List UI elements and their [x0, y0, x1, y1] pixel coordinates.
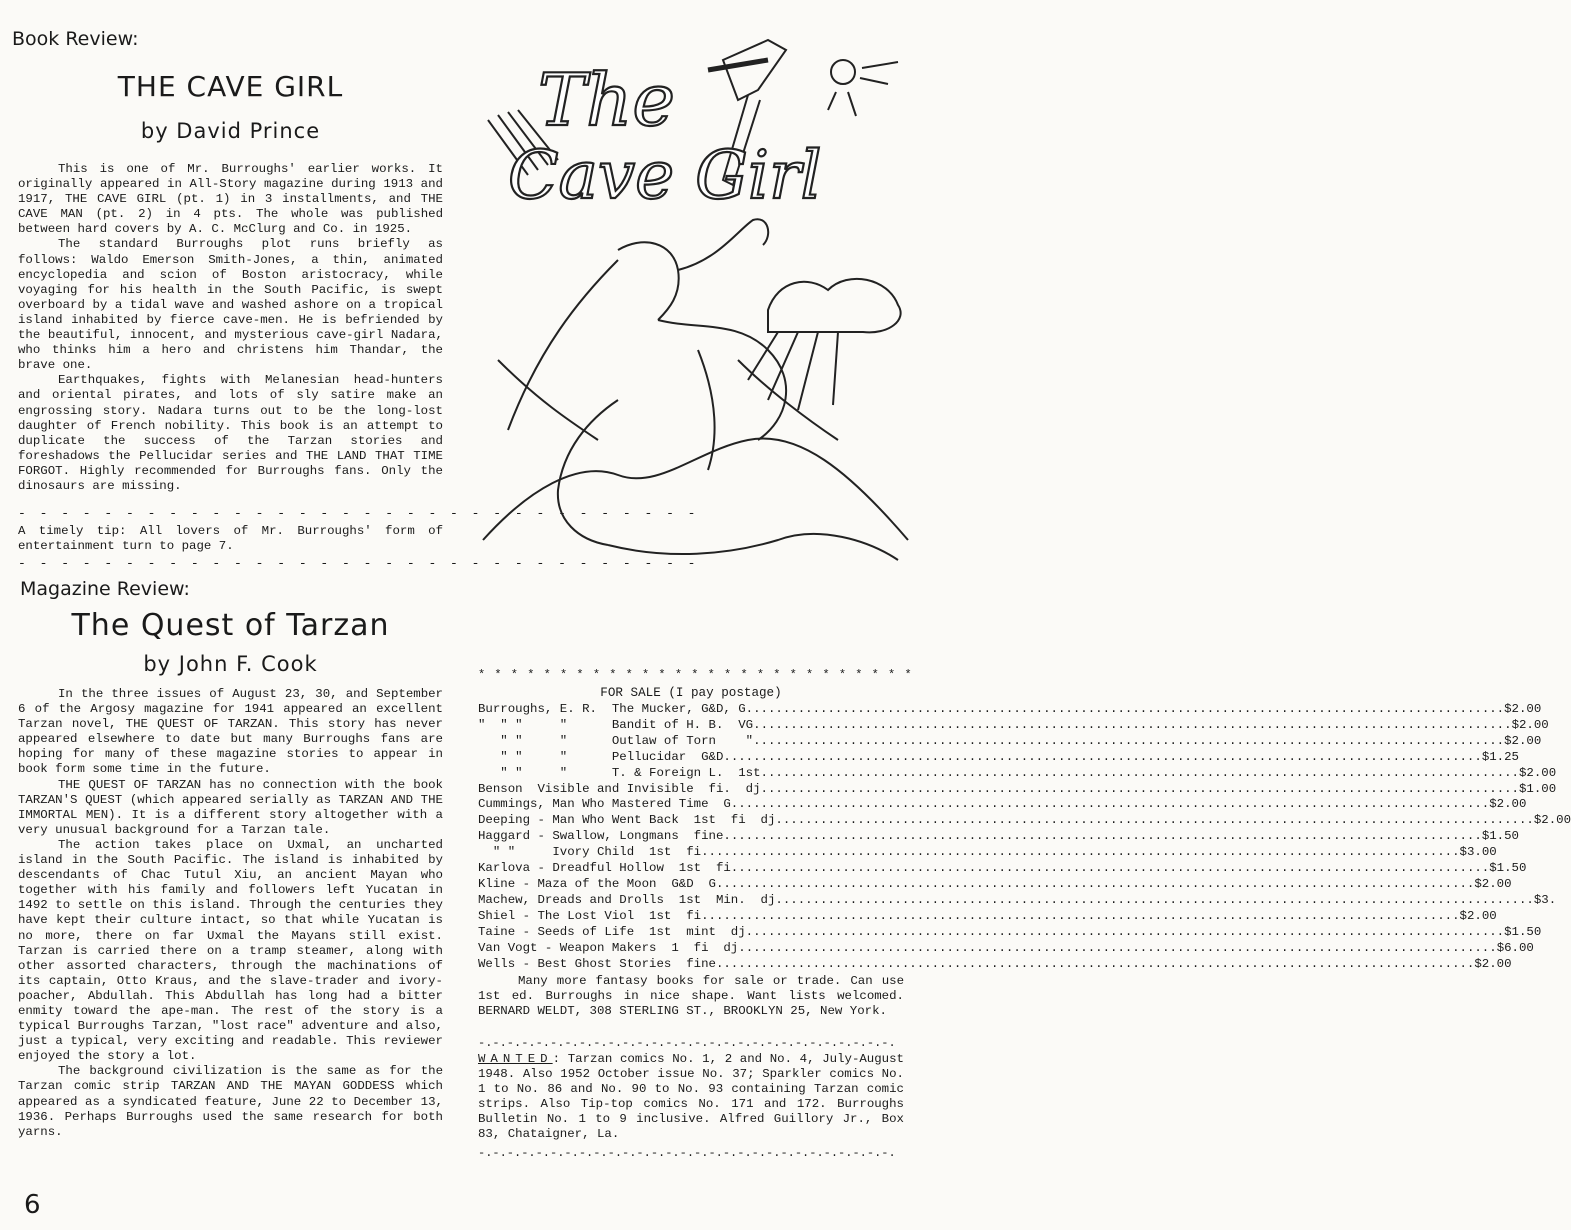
paragraph: The standard Burroughs plot runs briefly as follows: Waldo Emerson Smith-Jones, a thin, animated encyclopedia and scion of Boston aristocracy, while voyaging for his health in the South Pacific, is swept overboard by a tidal wave and washed ashore on a tropical island inhabited by fierce cave-men. He is befriended by the beautiful, innocent, and mysterious cave-girl Nadara, who thinks him a hero and christens him Thandar, the brave one. — [18, 237, 443, 373]
book-review-body — [18, 162, 443, 494]
item-price: $2.00 — [1474, 876, 1512, 891]
page-number: 6 — [24, 1190, 41, 1220]
book-review-byline: by David Prince — [140, 119, 321, 143]
list-item — [478, 781, 1557, 798]
item-price: $1.50 — [1489, 861, 1527, 876]
item-price: $2.00 — [1519, 765, 1557, 780]
illustration-title-line2: Cave Girl — [508, 137, 822, 214]
list-item — [478, 829, 1519, 845]
list-item — [478, 845, 1497, 861]
item-desc: " " Ivory Child 1st fi. — [478, 845, 709, 860]
item-price: $2.00 — [1504, 702, 1542, 716]
paragraph: The action takes place on Uxmal, an uncharted island in the South Pacific. The island is inhabited by descendants of Chac Tutul Xiu, an ancient Mayan who together with his family and followers left Yucatan in 1492 to settle on this island. Through the centuries they have kept their culture intact, so that while Yucatan is no more, there on far Uxmal the Mayans still exist. Tarzan is carried there on a tramp steamer, along with other assorted characters, through the machinations of its captain, Otto Kraus, and the slave-trader and ivory-poacher, Abdullah. This Abdullah has long had a bitter enmity toward the ape-man. The rest of the story is a typical Burroughs Tarzan, "lost race" adventure and also, just a typical, very exciting and readable. This reviewer enjoyed the story a lot. — [18, 837, 443, 1064]
list-item — [478, 765, 1557, 782]
paragraph: THE QUEST OF TARZAN has no connection with the book TARZAN'S QUEST (which appeared serially as TARZAN AND THE IMMORTAL MEN). It is a different story altogether with a very unusual background for a Tarzan tale. — [18, 777, 443, 837]
paragraph: Earthquakes, fights with Melanesian head-hunters and oriental pirates, and lots of sly satire make an engrossing story. Nadara turns out to be the long-lost daughter of French nobility. This book is an attempt to duplicate the success of the Tarzan stories and foreshadows the Pellucidar series and THE LAND THAT TIME FORGOT. Highly recommended for Burroughs fans. Only the dinosaurs are missing. — [18, 373, 443, 493]
item-desc: Haggard - Swallow, Longmans fine. — [478, 829, 731, 844]
wanted-ad — [478, 1052, 904, 1143]
item-price: $2.00 — [1504, 733, 1542, 748]
item-desc: Burroughs, E. R. The Mucker, G&D, G. — [478, 702, 754, 716]
list-item — [478, 717, 1549, 734]
for-sale-footer: Many more fantasy books for sale or trade. Can use 1st ed. Burroughs in nice shape. Want lists welcomed. BERNARD WELDT, 308 STERLING ST., BROOKLYN 25, New York. — [478, 974, 904, 1019]
star-divider: * * * * * * * * * * * * * * * * * * * * * * * * * * * — [478, 668, 913, 682]
item-desc: Deeping - Man Who Went Back 1st fi dj. — [478, 813, 783, 828]
item-price: $3. — [1533, 892, 1557, 907]
list-item — [478, 702, 1542, 718]
list-item — [478, 749, 1519, 766]
item-desc: Van Vogt - Weapon Makers 1 fi dj. — [478, 940, 746, 955]
item-price: $2.00 — [1459, 908, 1497, 923]
dashed-divider: - - - - - - - - - - - - - - - - - - - - - - - - - - - - - - - - — [18, 506, 699, 521]
item-desc: Cummings, Man Who Mastered Time G. — [478, 797, 739, 812]
item-price: $6.00 — [1496, 940, 1534, 955]
item-price: $2.00 — [1489, 797, 1527, 812]
item-price: $1.50 — [1504, 924, 1542, 939]
for-sale-header: FOR SALE (I pay postage) — [600, 686, 782, 700]
dashed-divider: - - - - - - - - - - - - - - - - - - - - - - - - - - - - - - - - — [18, 556, 699, 571]
item-desc: Benson Visible and Invisible fi. dj. — [478, 781, 768, 796]
timely-tip: A timely tip: All lovers of Mr. Burroughs' form of entertainment turn to page 7. — [18, 524, 443, 554]
dotted-divider: -.-.-.-.-.-.-.-.-.-.-.-.-.-.-.-.-.-.-.-.-.-.-.-.-.-.-.-.-. — [478, 1146, 896, 1160]
item-desc: " " " Outlaw of Torn " — [478, 733, 754, 748]
item-desc: Machew, Dreads and Drolls 1st Min. dj. — [478, 892, 783, 907]
cave-girl-drawing — [468, 20, 928, 620]
for-sale-list — [478, 702, 1571, 972]
list-item — [478, 797, 1527, 813]
cave-girl-illustration — [468, 20, 928, 620]
item-desc: Taine - Seeds of Life 1st mint dj. — [478, 924, 754, 939]
magazine-review-title: The Quest of Tarzan — [71, 608, 390, 643]
item-desc: Kline - Maza of the Moon G&D G. — [478, 876, 724, 891]
magazine-review-body — [18, 687, 443, 1140]
magazine-review-kicker: Magazine Review: — [20, 578, 190, 600]
item-price: $2.00 — [1474, 956, 1512, 971]
list-item — [478, 908, 1497, 925]
list-item — [478, 940, 1534, 957]
item-price: $2.00 — [1511, 717, 1549, 732]
list-item — [478, 956, 1512, 973]
item-desc: " " " " Bandit of H. B. VG. — [478, 717, 761, 732]
item-desc: Wells - Best Ghost Stories fine. — [478, 956, 724, 971]
book-review-kicker: Book Review: — [12, 28, 139, 50]
item-price: $1.50 — [1481, 829, 1519, 844]
illustration-title-line1: The — [538, 58, 676, 142]
list-item — [478, 733, 1542, 750]
list-item — [478, 876, 1512, 893]
item-price: $3.00 — [1459, 845, 1497, 860]
item-desc: Shiel - The Lost Viol 1st fi. — [478, 908, 709, 923]
item-price: $1.00 — [1519, 781, 1557, 796]
wanted-label: WANTED — [478, 1052, 553, 1066]
paragraph: The background civilization is the same as for the Tarzan comic strip TARZAN AND THE MAYAN GODDESS which appeared as a syndicated feature, June 22 to December 13, 1936. Perhaps Burroughs used the same research for both yarns. — [18, 1064, 443, 1139]
magazine-review-byline: by John F. Cook — [143, 652, 318, 676]
book-review-title: THE CAVE GIRL — [117, 70, 344, 103]
list-item — [478, 813, 1571, 829]
paragraph: This is one of Mr. Burroughs' earlier works. It originally appeared in All-Story magazine during 1913 and 1917, THE CAVE GIRL (pt. 1) in 3 installments, and THE CAVE MAN (pt. 2) in 4 pts. The whole was published between hard covers by A. C. McClurg and Co. in 1925. — [18, 162, 443, 237]
item-price: $1.25 — [1481, 749, 1519, 764]
paragraph: In the three issues of August 23, 30, and September 6 of the Argosy magazine for 1941 appeared an excellent Tarzan novel, THE QUEST OF TARZAN. This story has never appeared elsewhere to date but many Burroughs fans are hoping for many of these magazine stories to appear in book form some time in the future. — [18, 687, 443, 777]
item-desc: " " " Pellucidar G&D. — [478, 749, 731, 764]
list-item — [478, 861, 1527, 877]
item-desc: Karlova - Dreadful Hollow 1st fi. — [478, 861, 739, 876]
item-desc: " " " T. & Foreign L. 1st. — [478, 765, 768, 780]
list-item — [478, 924, 1542, 941]
list-item — [478, 892, 1557, 909]
wanted-text: : Tarzan comics No. 1, 2 and No. 4, July-August 1948. Also 1952 October issue No. 37; Sparkler comics No. 1 to No. 86 and No. 90 to No. 93 containing Tarzan comic strips. Also Tip-top comics No. 171 and 172. Burroughs Bulletin No. 1 to 9 inclusive. Alfred Guillory Jr., Box 83, Chataigner, La. — [478, 1052, 904, 1142]
item-price: $2.00 — [1533, 813, 1571, 828]
dotted-divider: -.-.-.-.-.-.-.-.-.-.-.-.-.-.-.-.-.-.-.-.-.-.-.-.-.-.-.-.-. — [478, 1036, 896, 1050]
